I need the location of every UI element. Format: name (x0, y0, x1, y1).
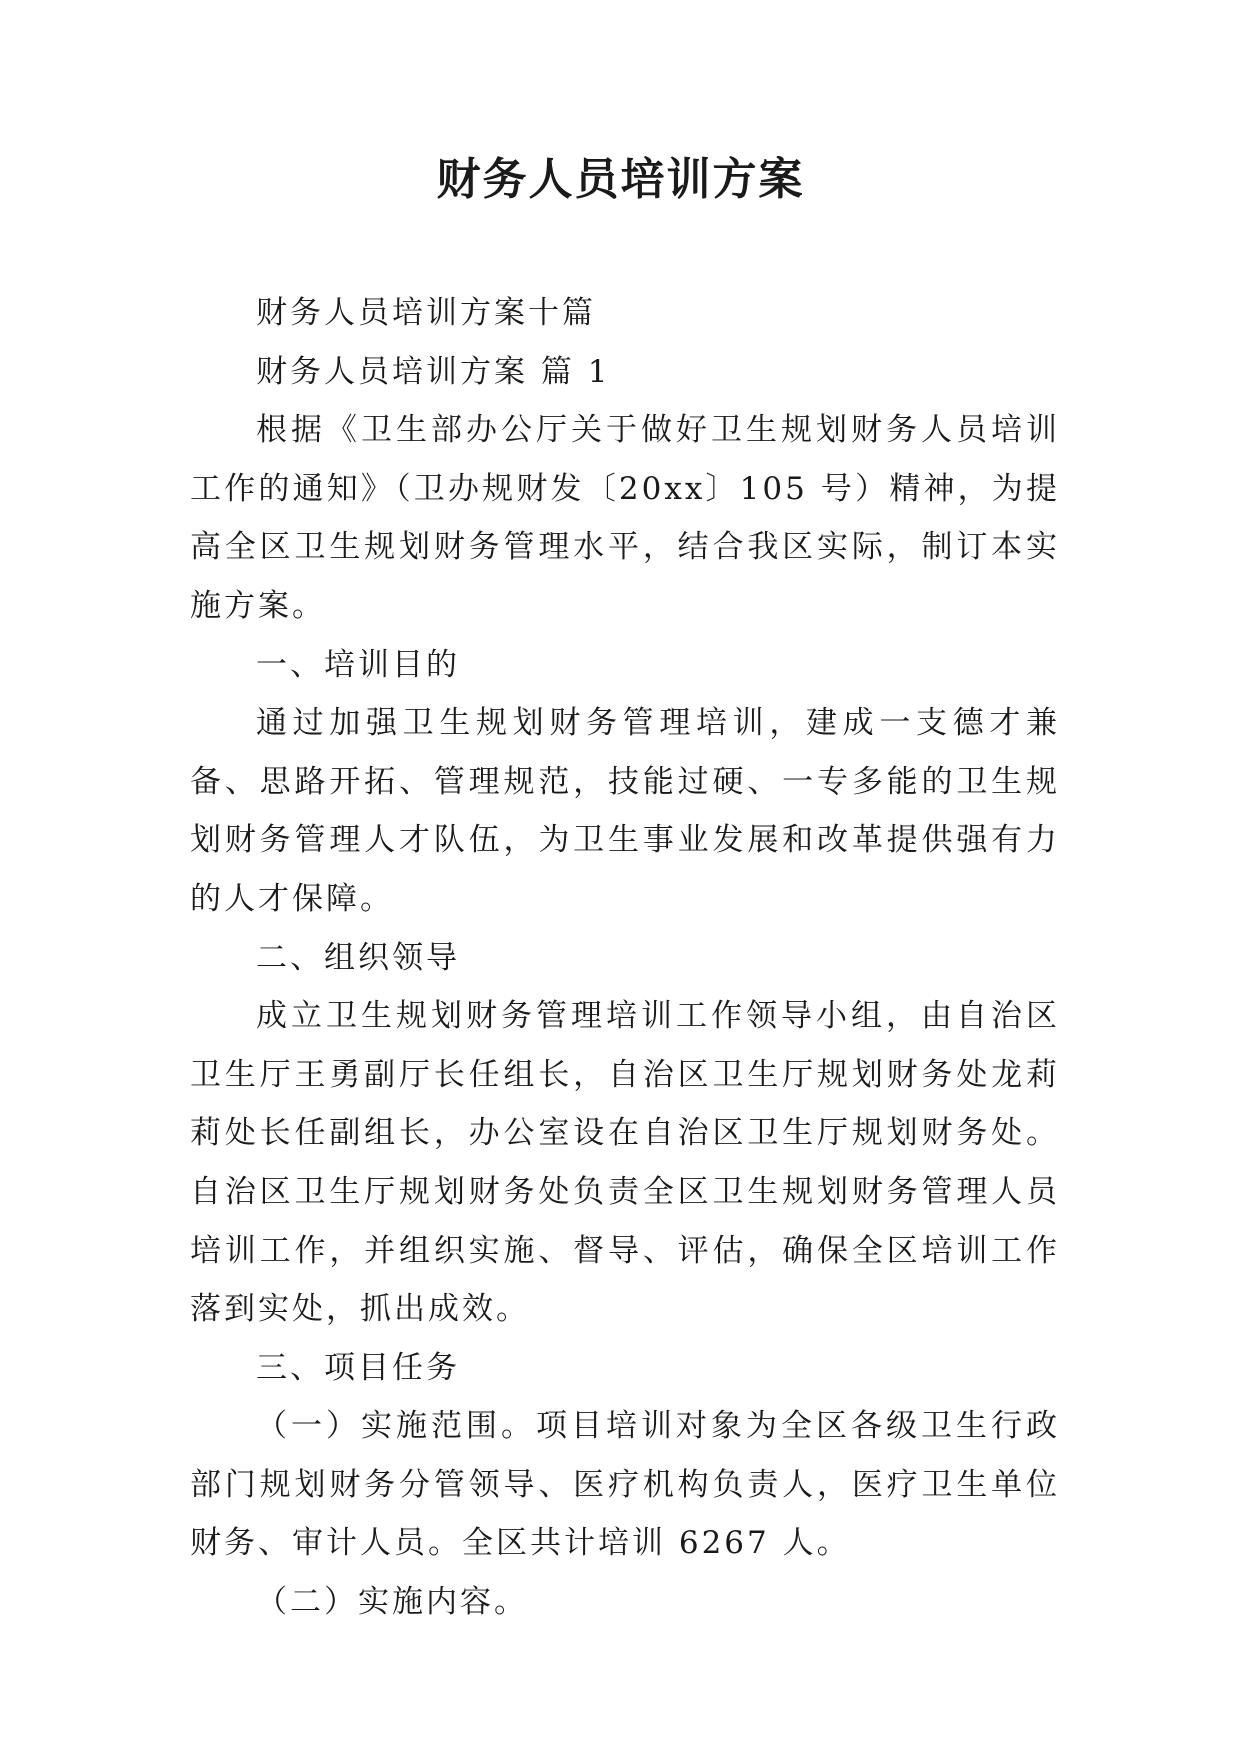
paragraph-organization: 成立卫生规划财务管理培训工作领导小组，由自治区卫生厅王勇副厅长任组长，自治区卫生厅规划财务处龙莉莉处长任副组长，办公室设在自治区卫生厅规划财务处。自治区卫生厅规划财务处负责全区卫生规划财务管理人员培训工作，并组织实施、督导、评估，确保全区培训工作落到实处，抓出成效。 (190, 998, 1060, 1328)
paragraph-subtitle: 财务人员培训方案十篇 (256, 295, 596, 331)
paragraph-intro: 根据《卫生部办公厅关于做好卫生规划财务人员培训工作的通知》（卫办规财发〔20xx〕105 号）精神，为提高全区卫生规划财务管理水平，结合我区实际，制订本实施方案。 (190, 412, 1060, 624)
paragraph-training-purpose: 通过加强卫生规划财务管理培训，建成一支德才兼备、思路开拓、管理规范，技能过硬、一专多能的卫生规划财务管理人才队伍，为卫生事业发展和改革提供强有力的人才保障。 (190, 705, 1060, 917)
heading-organization: 二、组织领导 (256, 939, 460, 976)
paragraph-section-heading: 财务人员培训方案 篇 1 (256, 353, 611, 390)
paragraph-content: （二）实施内容。 (256, 1584, 528, 1621)
paragraph-scope: （一）实施范围。项目培训对象为全区各级卫生行政部门规划财务分管领导、医疗机构负责人，医疗卫生单位财务、审计人员。全区共计培训 6267 人。 (190, 1408, 1060, 1562)
document-body (190, 284, 1060, 1632)
heading-training-purpose: 一、培训目的 (256, 646, 460, 683)
document-title: 财务人员培训方案 (436, 154, 805, 205)
heading-project-tasks: 三、项目任务 (256, 1349, 460, 1386)
